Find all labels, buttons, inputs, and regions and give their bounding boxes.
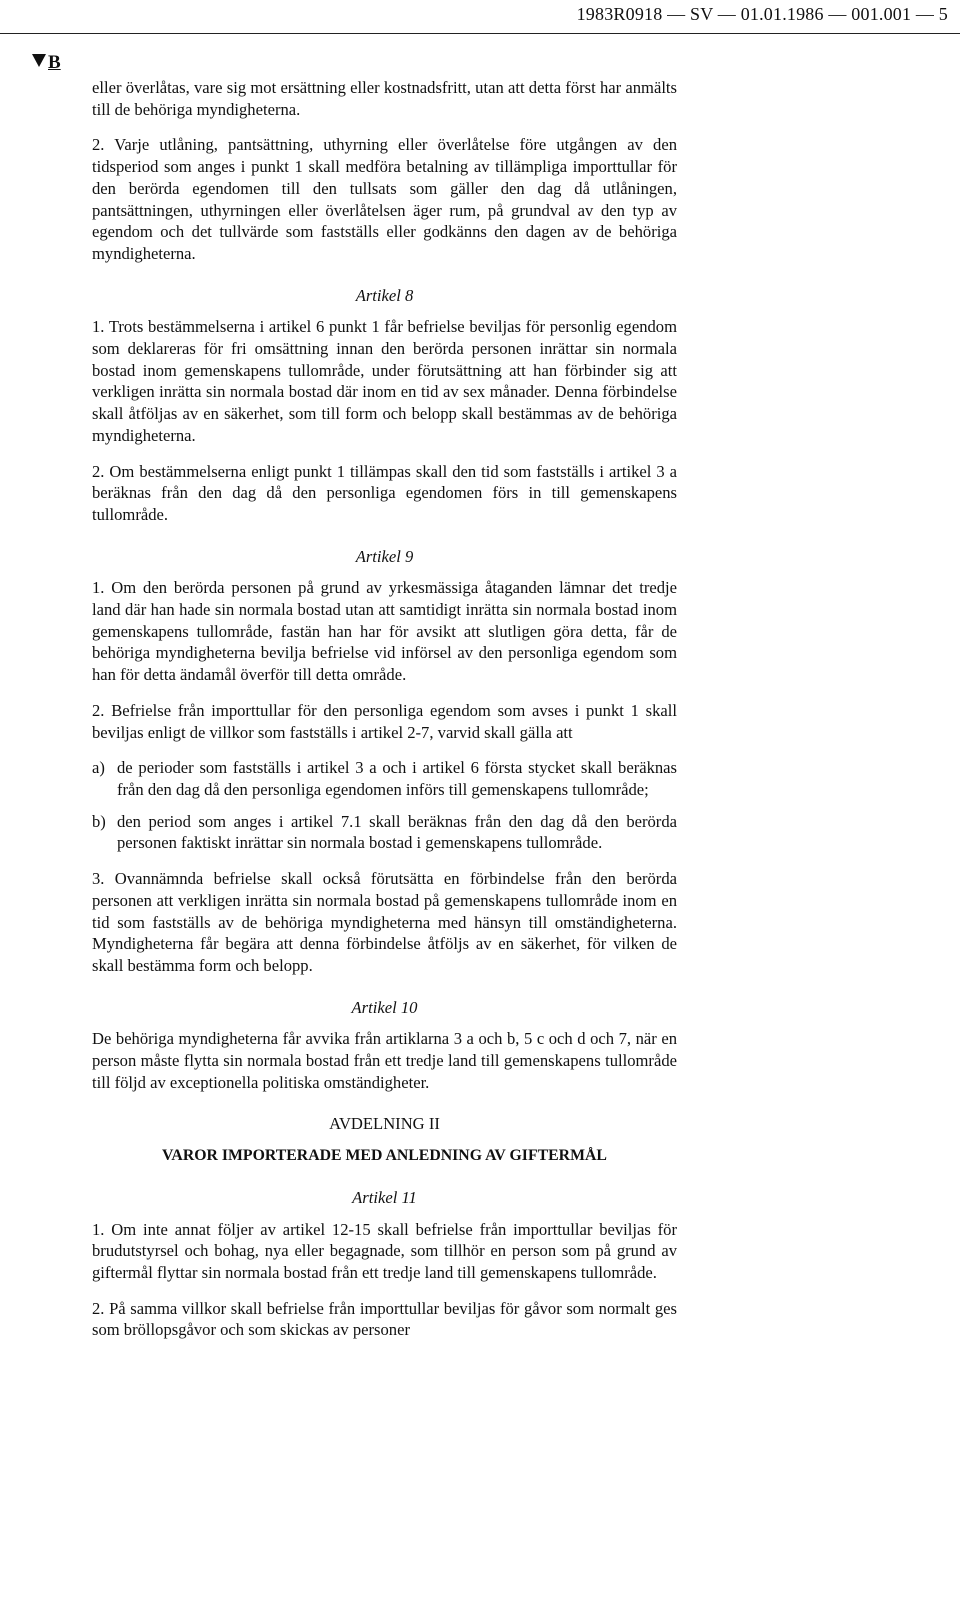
- paragraph: 1. Om inte annat följer av artikel 12-15 skall befrielse från importtullar beviljas för brudutstyrsel och bohag, nya eller begagnade, som tillhör en person som på grund av giftermål flyttar sin normala bostad från ett tredje land till gemenskapens tullområde.: [92, 1219, 677, 1282]
- list-item: [92, 811, 677, 854]
- paragraph: 1. Om den berörda personen på grund av yrkesmässiga åtaganden lämnar det tredje land där han hade sin normala bostad utan att samtidigt inrätta sin normala bostad inom gemenskapens tullområde, fastän han har för avsikt att slutligen göra detta, får de behöriga myndigheterna bevilja befrielse vid införsel av den personliga egendom som han för detta ändamål överför till detta område.: [92, 578, 677, 685]
- paragraph: De behöriga myndigheterna får avvika från artiklarna 3 a och b, 5 c och d och 7, när en person måste flytta sin normala bostad från ett tredje land till gemenskapens tullområde till följd av exceptionella politiska omständigheter.: [92, 1029, 677, 1092]
- amendment-code: B: [48, 52, 61, 73]
- paragraph: eller överlåtas, vare sig mot ersättning eller kostnadsfritt, utan att detta först har anmälts till de behöriga myndigheterna.: [92, 78, 677, 119]
- list-item-text: de perioder som fastställs i artikel 3 a och i artikel 6 första stycket skall beräknas från den dag då den personliga egendomen införs till gemenskapens tullområde;: [117, 758, 677, 799]
- document-body: [92, 77, 677, 1355]
- list-item: [92, 757, 677, 800]
- paragraph: 2. Om bestämmelserna enligt punkt 1 tillämpas skall den tid som fastställs i artikel 3 a beräknas från den dag då den personliga egendomen förs in till gemenskapens tullområde.: [92, 461, 677, 524]
- paragraph: 2. Varje utlåning, pantsättning, uthyrning eller överlåtelse före utgången av den tidsperiod som anges i punkt 1 skall medföra betalning av tillämpliga importtullar för den berörda egendomen till den tullsats som gäller den dag då utlåningen, pantsättningen, uthyrningen eller överlåtelsen äger rum, på grundval av den typ av egendom och det tullvärde som fastställs eller godkänns den dagen av de behöriga myndigheterna.: [92, 135, 677, 263]
- paragraph: 2. Befrielse från importtullar för den personliga egendom som avses i punkt 1 skall beviljas enligt de villkor som fastställs i artikel 2-7, varvid skall gälla att: [92, 700, 677, 742]
- article-heading: Artikel 8: [355, 285, 414, 305]
- section-title: VAROR IMPORTERADE MED ANLEDNING AV GIFTERMÅL: [162, 1147, 607, 1165]
- article-heading: Artikel 10: [351, 997, 418, 1017]
- paragraph: 3. Ovannämnda befrielse skall också förutsätta en förbindelse från den berörda personen att verkligen inrätta sin normala bostad på gemenskapens tullområde inom en tid som fastställs av de behöriga myndigheterna med hänsyn till omständigheterna. Myndigheterna får begära att denna förbindelse åtföljs av en säkerhet, för vilken de skall bestämma form och belopp.: [92, 869, 677, 975]
- list-item-label: b): [92, 811, 106, 831]
- section-heading: AVDELNING II: [329, 1114, 440, 1134]
- amendment-marker: [32, 52, 61, 74]
- header-divider: [0, 33, 960, 34]
- article-heading: Artikel 9: [355, 546, 414, 566]
- document-header: 1983R0918 — SV — 01.01.1986 — 001.001 — 5: [576, 4, 948, 24]
- paragraph: 2. På samma villkor skall befrielse från importtullar beviljas för gåvor som normalt ges som bröllopsgåvor och som skickas av personer: [92, 1298, 677, 1340]
- article-heading: Artikel 11: [352, 1187, 417, 1207]
- triangle-down-icon: [32, 54, 46, 67]
- list-item-label: a): [92, 758, 105, 778]
- list-item-text: den period som anges i artikel 7.1 skall beräknas från den dag då den berörda personen faktiskt inrättar sin normala bostad i gemenskapens tullområde.: [117, 811, 677, 853]
- paragraph: 1. Trots bestämmelserna i artikel 6 punkt 1 får befrielse beviljas för personlig egendom som deklareras för fri omsättning innan den berörda personen inrättar sin normala bostad inom gemenskapens tullområde, under förutsättning att han förbinder sig att verkligen inrätta sin normala bostad där inom en tid av sex månader. Denna förbindelse skall åtföljas av en säkerhet, som till form och belopp skall bestämmas av de behöriga myndigheterna.: [92, 317, 677, 445]
